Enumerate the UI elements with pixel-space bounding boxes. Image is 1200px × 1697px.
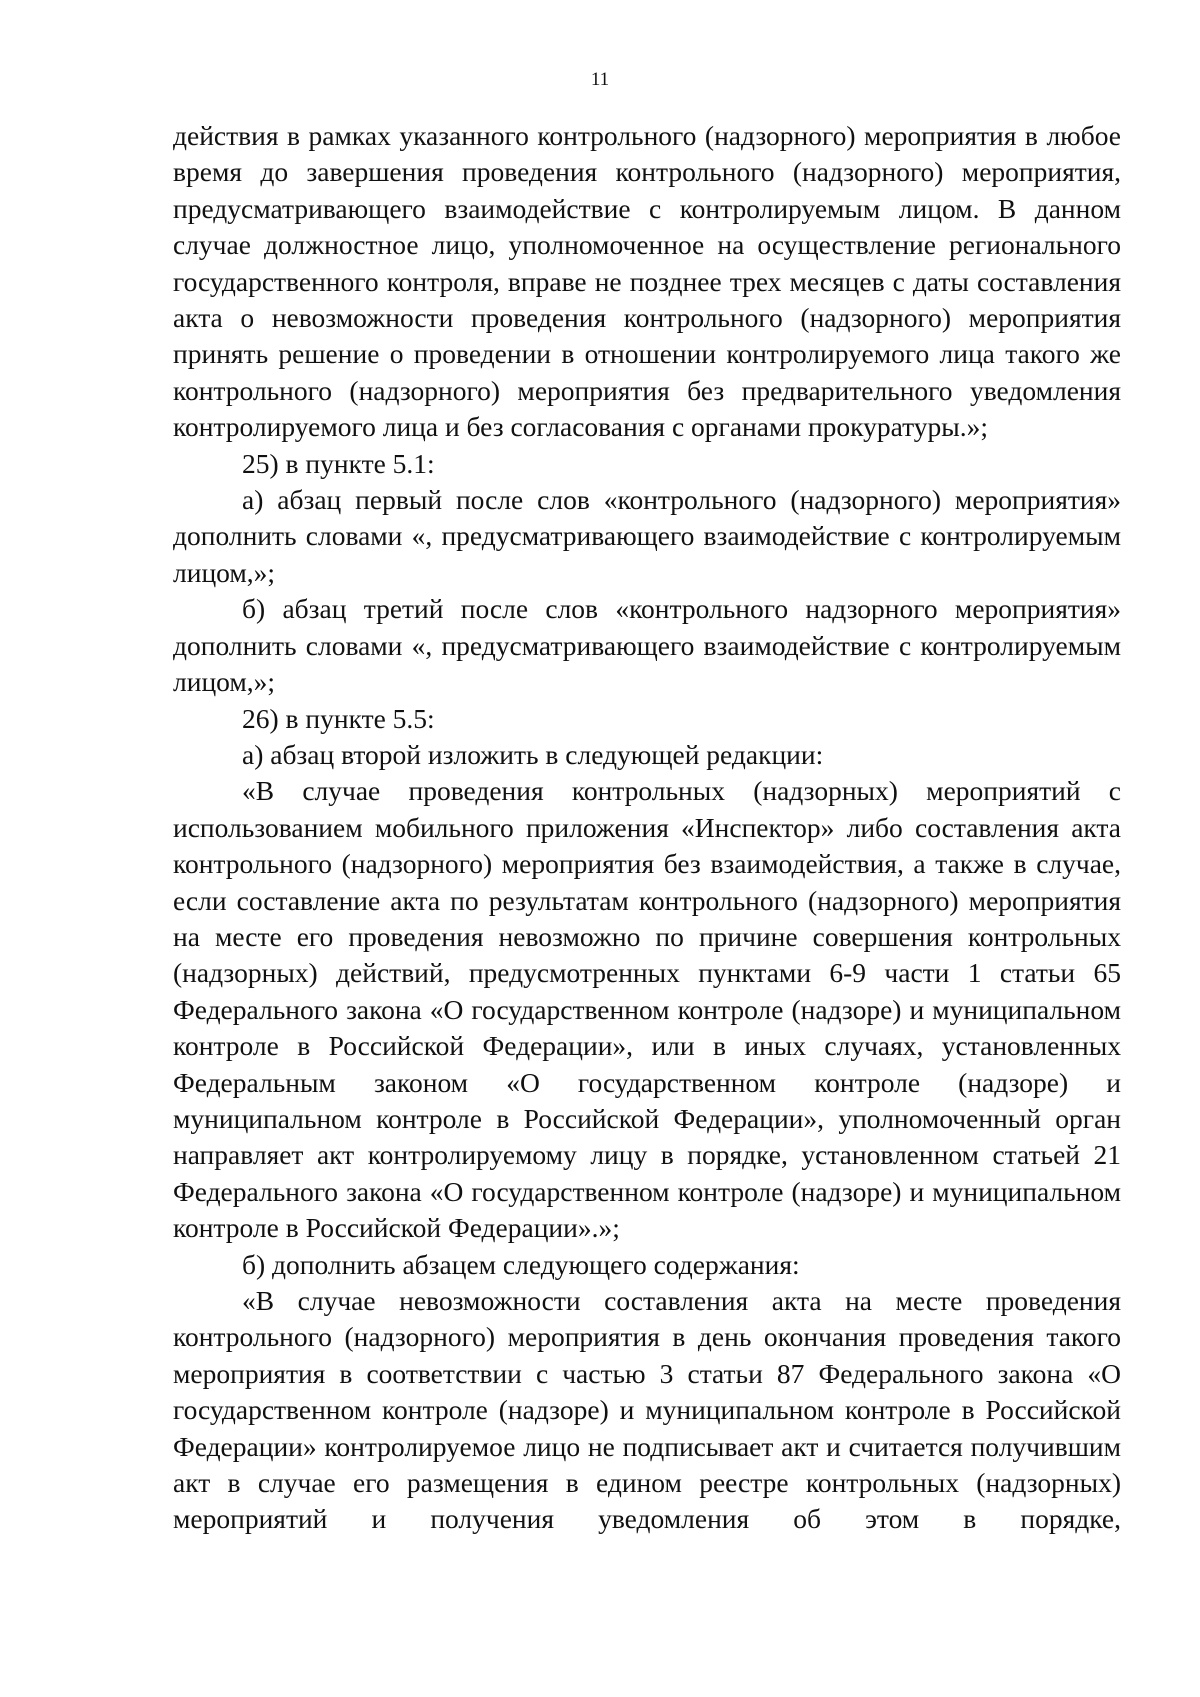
paragraph-item-26: 26) в пункте 5.5: <box>242 702 435 734</box>
page-number: 11 <box>590 69 610 90</box>
paragraph-item-25a: а) абзац первый после слов «контрольного (надзорного) мероприятия» дополнить словами «, предусматривающего взаимодействие с контролируемым лицом,»; <box>173 484 1121 588</box>
paragraph-quoted-new-wording: «В случае проведения контрольных (надзорных) мероприятий с использованием мобильного приложения «Инспектор» либо составления акта контрольного (надзорного) мероприятия без взаимодействия, а также в случае, если составление акта по результатам контрольного (надзорного) мероприятия на месте его проведения невозможно по причине совершения контрольных (надзорных) действий, предусмотренных пунктами 6-9 части 1 статьи 65 Федерального закона «О государственном контроле (надзоре) и муниципальном контроле в Российской Федерации», или в иных случаях, установленных Федеральным законом «О государственном контроле (надзоре) и муниципальном контроле в Российской Федерации», уполномоченный орган направляет акт контролируемому лицу в порядке, установленном статьей 21 Федерального закона «О государственном контроле (надзоре) и муниципальном контроле в Российской Федерации».»; <box>173 775 1121 1244</box>
paragraph-item-26a: а) абзац второй изложить в следующей редакции: <box>242 738 824 770</box>
paragraph-quoted-addition: «В случае невозможности составления акта на месте проведения контрольного (надзорного) мероприятия в день окончания проведения такого мероприятия в соответствии с частью 3 статьи 87 Федерального закона «О государственном контроле (надзоре) и муниципальном контроле в Российской Федерации» контролируемое лицо не подписывает акт и считается получившим акт в случае его размещения в едином реестре контрольных (надзорных) мероприятий и получения уведомления об этом в порядке, <box>173 1285 1121 1535</box>
paragraph-item-25: 25) в пункте 5.1: <box>242 447 435 479</box>
paragraph-item-26b: б) дополнить абзацем следующего содержания: <box>242 1248 800 1280</box>
paragraph-continuation: действия в рамках указанного контрольного (надзорного) мероприятия в любое время до завершения проведения контрольного (надзорного) мероприятия, предусматривающего взаимодействие с контролируемым лицом. В данном случае должностное лицо, уполномоченное на осуществление регионального государственного контроля, вправе не позднее трех месяцев с даты составления акта о невозможности проведения контрольного (надзорного) мероприятия принять решение о проведении в отношении контролируемого лица такого же контрольного (надзорного) мероприятия без предварительного уведомления контролируемого лица и без согласования с органами прокуратуры.»; <box>173 120 1121 443</box>
document-body <box>173 118 1121 1538</box>
paragraph-item-25b: б) абзац третий после слов «контрольного надзорного мероприятия» дополнить словами «, предусматривающего взаимодействие с контролируемым лицом,»; <box>173 593 1121 698</box>
